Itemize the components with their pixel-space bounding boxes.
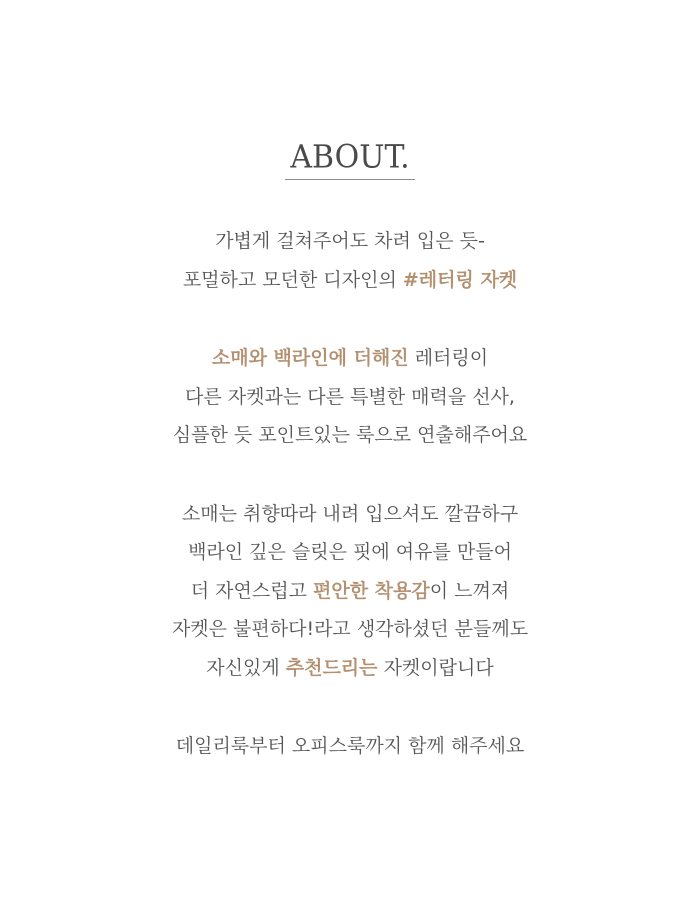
text-span: 이 느껴져 bbox=[429, 579, 510, 602]
text-line bbox=[0, 649, 700, 688]
text-line bbox=[0, 416, 700, 455]
text-span: 자켓이랍니다 bbox=[377, 656, 494, 679]
text-span: 더 자연스럽고 bbox=[190, 579, 313, 602]
paragraph-gap bbox=[0, 687, 700, 727]
highlight-text: 추천드리는 bbox=[285, 656, 378, 679]
text-line bbox=[0, 572, 700, 611]
text-span: 레터링이 bbox=[408, 347, 489, 369]
text-line bbox=[0, 339, 700, 378]
paragraph-gap bbox=[0, 299, 700, 339]
text-span: 가볍게 걸쳐주어도 차려 입은 듯- bbox=[215, 230, 485, 252]
text-span: 자켓은 불편하다!라고 생각하셨던 분들께도 bbox=[171, 618, 529, 640]
text-span: 포멀하고 모던한 디자인의 bbox=[182, 268, 403, 291]
about-header bbox=[0, 140, 700, 180]
text-line bbox=[0, 610, 700, 649]
text-line bbox=[0, 727, 700, 766]
title-underline bbox=[285, 179, 415, 180]
text-span: 다른 자켓과는 다른 특별한 매력을 선사, bbox=[185, 385, 515, 408]
text-span: 자신있게 bbox=[206, 656, 286, 679]
highlight-text: #레터링 자켓 bbox=[402, 268, 518, 291]
paragraph-gap bbox=[0, 455, 700, 495]
page-title: ABOUT. bbox=[290, 139, 410, 176]
text-span: 심플한 듯 포인트있는 룩으로 연출해주어요 bbox=[172, 424, 528, 446]
text-line bbox=[0, 533, 700, 572]
text-span: 백라인 깊은 슬릿은 핏에 여유를 만들어 bbox=[188, 541, 512, 563]
text-span: 소매는 취향따라 내려 입으셔도 깔끔하구 bbox=[181, 502, 519, 525]
highlight-text: 편안한 착용감 bbox=[313, 579, 430, 602]
text-line bbox=[0, 495, 700, 534]
highlight-text: 소매와 백라인에 더해진 bbox=[211, 347, 409, 369]
text-span: 데일리룩부터 오피스룩까지 함께 해주세요 bbox=[175, 735, 525, 757]
text-line bbox=[0, 261, 700, 300]
description-text bbox=[0, 222, 700, 766]
text-line bbox=[0, 222, 700, 261]
text-line bbox=[0, 378, 700, 417]
